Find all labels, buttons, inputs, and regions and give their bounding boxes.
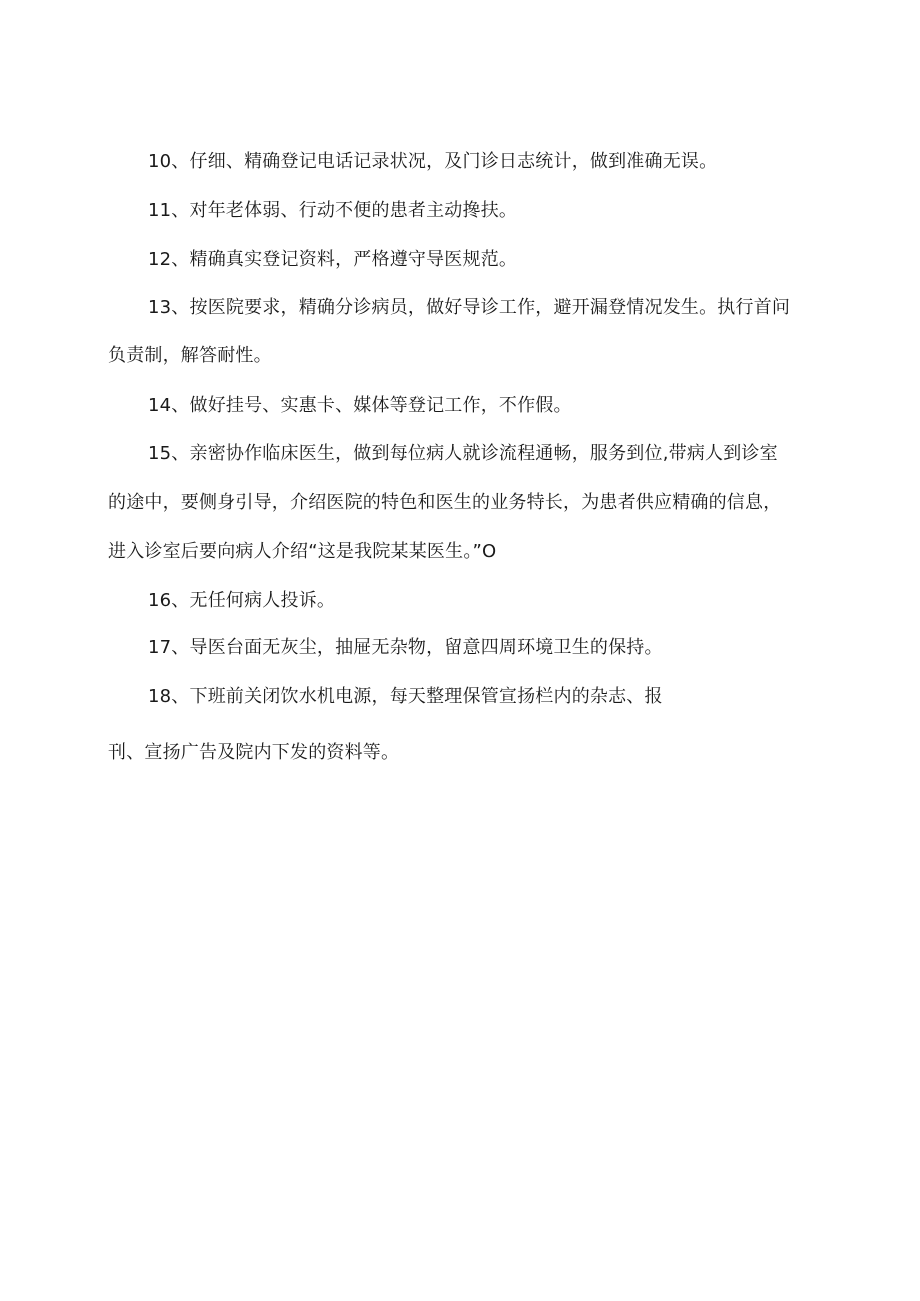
item-18-line-2: 刊、宣扬广告及院内下发的资料等。 (108, 742, 400, 763)
item-17: 17、导医台面无灰尘，抽屉无杂物，留意四周环境卫生的保持。 (148, 637, 663, 658)
item-10: 10、仔细、精确登记电话记录状况，及门诊日志统计，做到准确无误。 (148, 151, 718, 172)
item-15-line-1: 15、亲密协作临床医生，做到每位病人就诊流程通畅，服务到位,带病人到诊室 (148, 443, 778, 464)
item-12: 12、精确真实登记资料，严格遵守导医规范。 (148, 249, 518, 270)
item-15-line-3: 进入诊室后要向病人介绍“这是我院某某医生。”O (108, 541, 497, 562)
item-18-line-1: 18、下班前关闭饮水机电源，每天整理保管宣扬栏内的杂志、报 (148, 686, 663, 707)
item-16: 16、无任何病人投诉。 (148, 590, 336, 611)
item-13-line-2: 负责制，解答耐性。 (108, 345, 272, 366)
item-15-line-2: 的途中，要侧身引导，介绍医院的特色和医生的业务特长，为患者供应精确的信息， (108, 492, 782, 513)
item-13-line-1: 13、按医院要求，精确分诊病员，做好导诊工作，避开漏登情况发生。执行首问 (148, 297, 791, 318)
item-11: 11、对年老体弱、行动不便的患者主动搀扶。 (148, 200, 518, 221)
item-14: 14、做好挂号、实惠卡、媒体等登记工作，不作假。 (148, 395, 572, 416)
